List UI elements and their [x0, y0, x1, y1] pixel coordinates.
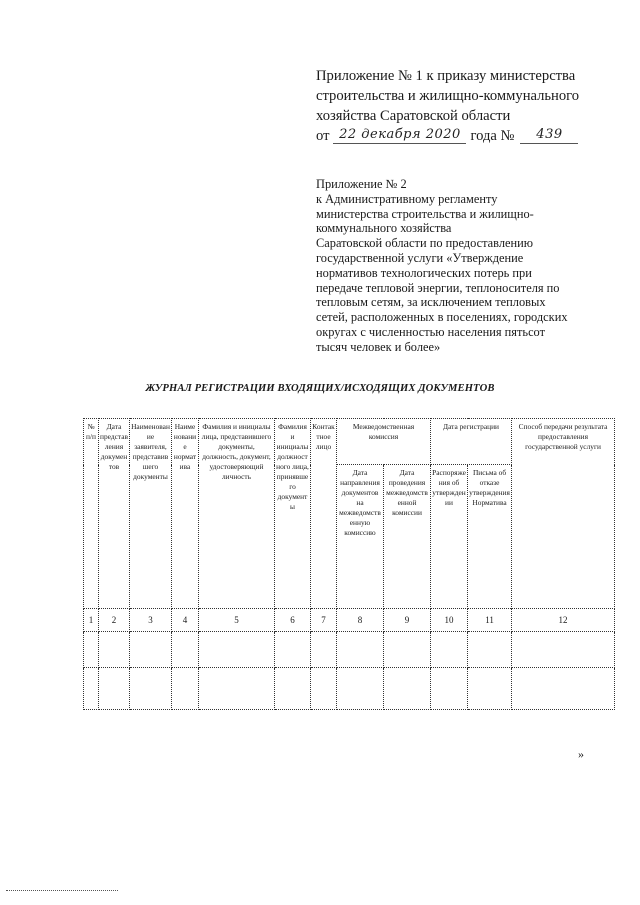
empty-cell — [311, 668, 337, 710]
header-cell-standard-name: Наименование норматива — [172, 419, 199, 609]
closing-quote: » — [578, 747, 584, 761]
header-cell-submission-date: Дата представления документов — [99, 419, 130, 609]
header-cell-commission-held-date: Дата проведения межведомственной комиссии — [384, 465, 431, 609]
column-number: 7 — [311, 609, 337, 632]
column-number: 11 — [468, 609, 512, 632]
journal-title: ЖУРНАЛ РЕГИСТРАЦИИ ВХОДЯЩИХ/ИСХОДЯЩИХ ДОКУМЕНТОВ — [145, 383, 495, 394]
appendix-2-line: нормативов технологических потерь при — [316, 265, 532, 280]
header-cell-receiving-official: Фамилия и инициалы должностного лица, принявшего документы — [275, 419, 311, 609]
empty-cell — [172, 632, 199, 668]
empty-cell — [84, 668, 99, 710]
empty-cell — [512, 668, 615, 710]
from-prefix: от — [316, 128, 330, 144]
column-number: 8 — [337, 609, 384, 632]
header-cell-refusal-letter: Письма об отказе утверждения Норматива — [468, 465, 512, 609]
appendix-2-line: тепловым сетям, за исключением тепловых — [316, 295, 546, 310]
empty-cell — [130, 632, 172, 668]
column-number: 2 — [99, 609, 130, 632]
empty-cell — [337, 632, 384, 668]
header-cell-result-transfer-method: Способ передачи результата предоставления государственной услуги — [512, 419, 615, 609]
column-number: 6 — [275, 609, 311, 632]
order-date-number-line — [316, 126, 616, 146]
appendix-2-line: тысяч человек и более» — [316, 339, 441, 354]
column-number: 4 — [172, 609, 199, 632]
empty-cell — [468, 632, 512, 668]
header-cell-approval-order: Распоряжения об утверждении — [431, 465, 468, 609]
empty-cell — [130, 668, 172, 710]
appendix-2-line: передаче тепловой энергии, теплоносителя по — [316, 280, 560, 295]
column-number: 10 — [431, 609, 468, 632]
header-cell-number: № п/п — [84, 419, 99, 609]
column-number: 5 — [199, 609, 275, 632]
header-cell-contact-person: Контактное лицо — [311, 419, 337, 609]
empty-cell — [172, 668, 199, 710]
empty-cell — [84, 632, 99, 668]
footer-divider — [6, 890, 118, 891]
appendix-1-line-2: строительства и жилищно-коммунального — [316, 88, 580, 104]
empty-cell — [199, 632, 275, 668]
table-row — [84, 632, 615, 668]
empty-cell — [512, 632, 615, 668]
table-row — [84, 668, 615, 710]
empty-cell — [384, 632, 431, 668]
empty-cell — [384, 668, 431, 710]
empty-cell — [431, 632, 468, 668]
appendix-2-line: к Административному регламенту — [316, 191, 498, 206]
column-number: 1 — [84, 609, 99, 632]
handwritten-order-date: 22 декабря 2020 — [333, 127, 466, 144]
appendix-2-line: министерства строительства и жилищно- — [316, 206, 534, 221]
appendix-2-line: округах с численностью населения пятьсот — [316, 324, 546, 339]
column-number: 12 — [512, 609, 615, 632]
empty-cell — [431, 668, 468, 710]
year-number-label: года № — [470, 128, 515, 144]
appendix-1-line-1: Приложение № 1 к приказу министерства — [316, 68, 576, 84]
appendix-2-line: Приложение № 2 — [316, 177, 407, 191]
empty-cell — [99, 668, 130, 710]
table-header-row — [84, 419, 615, 465]
header-cell-registration-date: Дата регистрации — [431, 419, 512, 465]
column-number: 9 — [384, 609, 431, 632]
empty-cell — [199, 668, 275, 710]
appendix-2-block — [316, 177, 606, 355]
appendix-2-line: государственной услуги «Утверждение — [316, 250, 524, 265]
header-cell-submitter-details: Фамилия и инициалы лица, представившего документы, должность, документ, удостоверяющий личность — [199, 419, 275, 609]
journal-table — [83, 418, 615, 710]
empty-cell — [311, 632, 337, 668]
empty-cell — [99, 632, 130, 668]
appendix-2-line: сетей, расположенных в поселениях, городских — [316, 310, 568, 325]
handwritten-order-number: 439 — [520, 127, 578, 144]
appendix-1-line-3: хозяйства Саратовской области — [316, 108, 511, 124]
header-cell-commission: Межведомственная комиссия — [337, 419, 431, 465]
table-column-numbers-row — [84, 609, 615, 632]
appendix-2-line: коммунального хозяйства — [316, 221, 452, 236]
appendix-2-line: Саратовской области по предоставлению — [316, 236, 534, 251]
header-cell-commission-sent-date: Дата направления документов на межведомственную комиссию — [337, 465, 384, 609]
empty-cell — [275, 632, 311, 668]
appendix-1-block — [316, 66, 616, 146]
empty-cell — [337, 668, 384, 710]
column-number: 3 — [130, 609, 172, 632]
header-cell-applicant-name: Наименование заявителя, представившего документы — [130, 419, 172, 609]
empty-cell — [275, 668, 311, 710]
empty-cell — [468, 668, 512, 710]
